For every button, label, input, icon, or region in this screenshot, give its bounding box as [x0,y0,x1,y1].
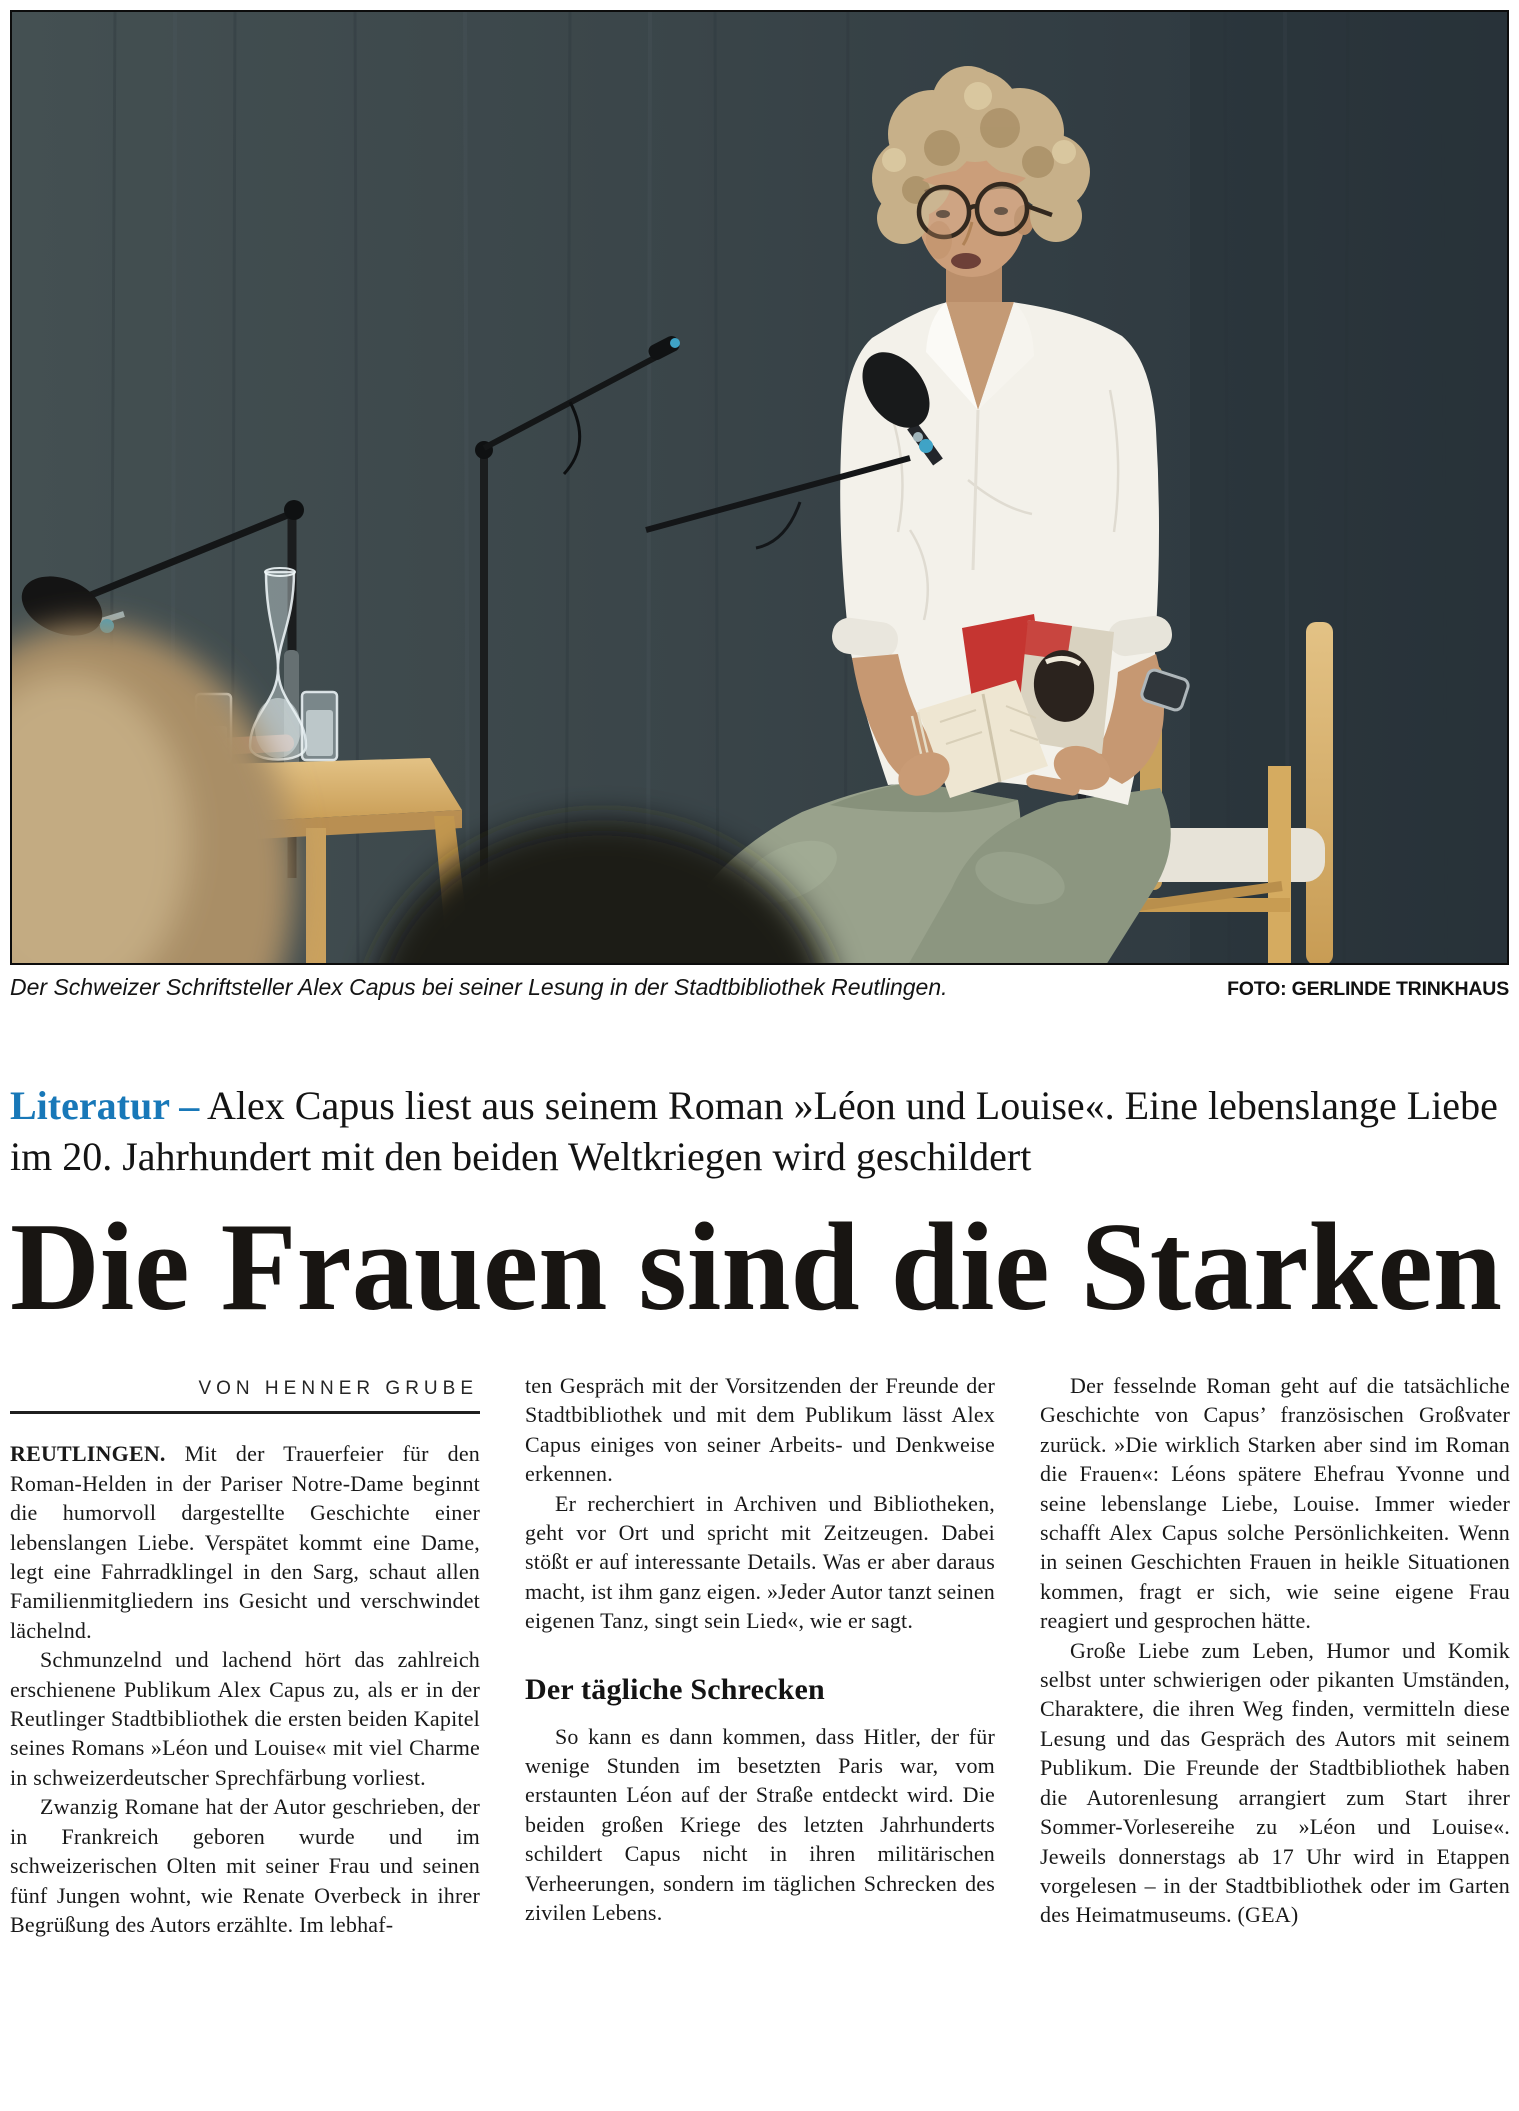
byline-rule [10,1411,480,1414]
dateline: REUTLINGEN. [10,1441,166,1467]
article-photo [10,10,1509,965]
mouth [951,253,981,269]
kicker [10,1080,1509,1182]
column-3 [1040,1371,1510,1930]
mic-blue-ring [919,439,933,453]
kicker-label: Literatur – [10,1083,200,1128]
paragraph: Er recherchiert in Archiven und Bibliotheken, geht vor Ort und spricht mit Zeitzeugen. Dabei stößt er auf interessante Details. Was er aber daraus macht, ist ihm ganz eigen. »Jeder Autor tanzt seinen eigenen Tanz, singt sein Lied«, wie er sagt. [525,1490,995,1634]
paragraph: REUTLINGEN. Mit der Trauerfeier für den Roman-Helden in der Pariser Notre-Dame beginnt die humorvoll dargestellte Geschichte einer lebenslangen Liebe. Verspätet kommt eine Dame, legt eine Fahrradklingel in den Sarg, schaut allen Familienmitgliedern ins Gesicht und verschwindet lächelnd. [10,1441,481,1643]
headline [10,1196,1509,1341]
photo-credit: FOTO: GERLINDE TRINKHAUS [1227,978,1509,1000]
paragraph: Zwanzig Romane hat der Autor geschrieben, der in Frankreich geboren wurde und im schweizerischen Olten mit seiner Frau und seinen fünf Jungen wohnt, wie Renate Overbeck in ihrer Begrüßung des Autors erzählte. Im lebhaf- [10,1794,480,1937]
paragraph: ten Gespräch mit der Vorsitzenden der Freunde der Stadtbibliothek und mit dem Publikum lässt Alex Capus einiges von seiner Arbeits- und Denkweise erkennen. [525,1373,995,1487]
paragraph: Der fesselnde Roman geht auf die tatsächliche Geschichte von Capus’ französischen Großvater zurück. »Die wirklich Starken aber sind im Roman die Frauen«: Léons spätere Ehefrau Yvonne und seine lebenslange Liebe, Louise. Immer wieder schafft Alex Capus solche Persönlichkeiten. Wenn in seinen Geschichten Frauen in heikle Situationen kommen, fragt er sich, wie seine eigene Frau reagiert und gesprochen hätte. [1040,1373,1510,1634]
paragraph: Schmunzelnd und lachend hört das zahlreich erschienene Publikum Alex Capus zu, als er in der Reutlinger Stadtbibliothek die ersten beiden Kapitel seines Romans »Léon und Louise« mit viel Charme in schweizerdeutscher Sprechfärbung vorliest. [10,1647,480,1790]
kicker-text: Alex Capus liest aus seinem Roman »Léon und Louise«. Eine lebenslange Liebe im 20. Jahrhundert mit den beiden Weltkriegen wird geschildert [10,1083,1498,1179]
headline-text: Die Frauen sind die Starken [10,1198,1502,1337]
column-1 [10,1374,480,1939]
photo-illustration [10,10,1509,965]
caption-row [10,974,1509,1001]
column-2 [525,1371,995,1928]
subhead: Der tägliche Schrecken [525,1672,825,1706]
paragraph: Große Liebe zum Leben, Humor und Komik selbst unter schwierigen oder pikanten Umständen, Charaktere, die ihren Weg finden, vermitteln diese Lesung und das Gespräch des Autors mit seinem Publikum. Die Freunde der Stadtbibliothek haben die Autorenlesung arrangiert zum Start ihrer Sommer-Vorlesereihe zu »Léon und Louise«. Jeweils donnerstags ab 17 Uhr wird in Etappen vorgelesen – in der Stadtbibliothek oder im Garten des Heimatmuseums. (GEA) [1040,1637,1510,1928]
photo-caption: Der Schweizer Schriftsteller Alex Capus bei seiner Lesung in der Stadtbibliothek Reutlingen. [10,974,948,1000]
paragraph: So kann es dann kommen, dass Hitler, der für wenige Stunden im besetzten Paris war, vom erstaunten Léon auf der Straße entdeckt wird. Die beiden großen Kriege des letzten Jahrhunderts schildert Capus nicht in ihren militärischen Verheerungen, sondern im täglichen Schrecken des zivilen Lebens. [525,1723,995,1926]
byline: VON HENNER GRUBE [198,1378,478,1399]
